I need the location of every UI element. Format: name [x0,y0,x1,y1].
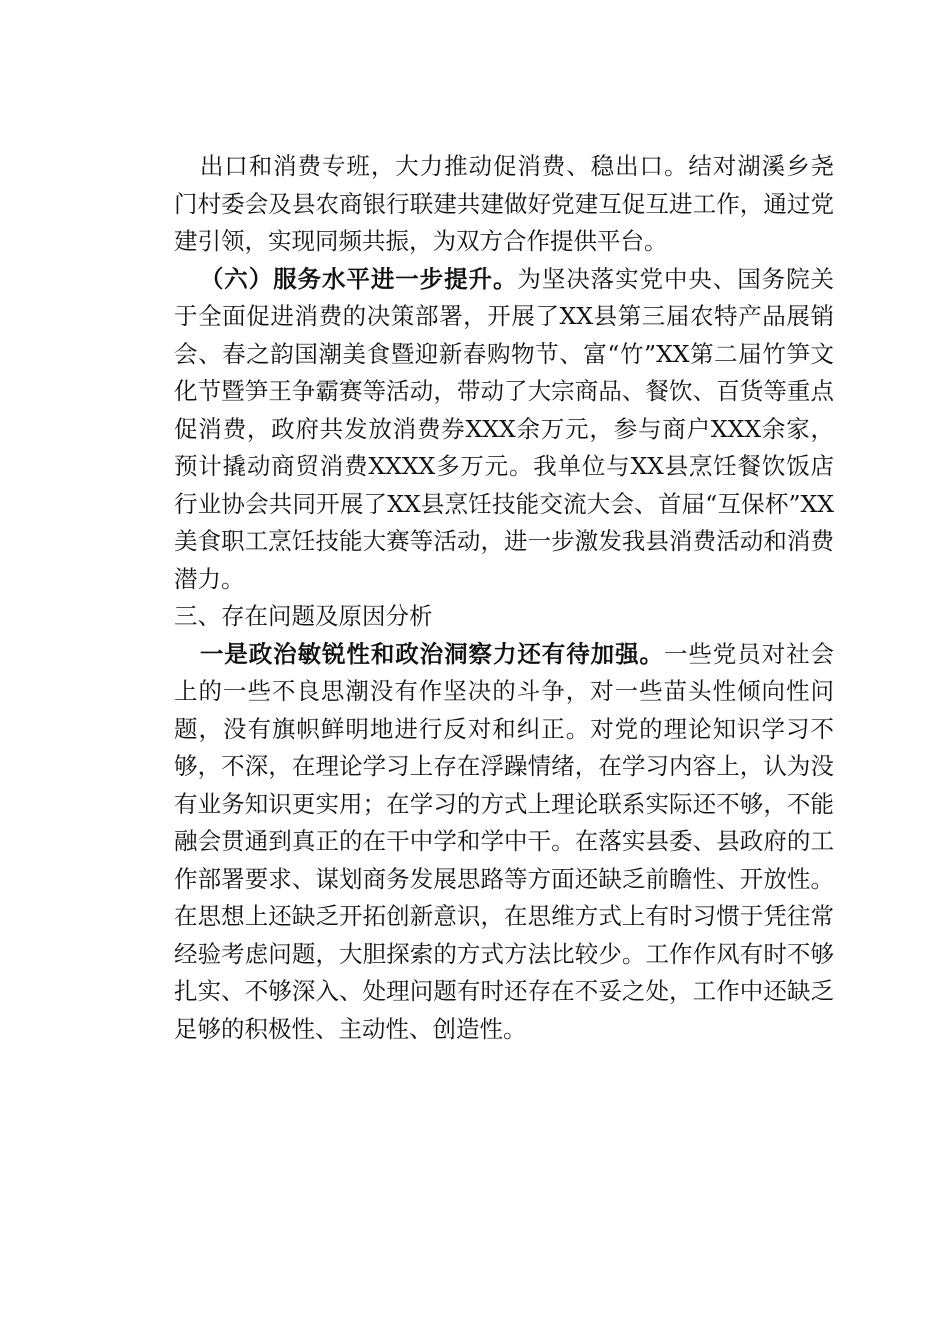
problem-1-paragraph [174,636,834,1049]
section-3-heading: 三、存在问题及原因分析 [174,602,433,630]
section-6-paragraph [174,261,834,599]
document-body [174,148,834,1048]
problem-1-title: 一是政治敏锐性和政治洞察力还有待加强。 [199,639,664,668]
section-6-body: 为坚决落实党中央、国务院关于全面促进消费的决策部署，开展了XX县第三届农特产品展销会、春之韵国潮美食暨迎新春购物节、富“竹”XX第二届竹笋文化节暨笋王争霸赛等活动，带动了大宗商品、餐饮、百货等重点促消费，政府共发放消费券XXX余万元，参与商户XXX余家，预计撬动商贸消费XXXX多万元。我单位与XX县烹饪餐饮饭店行业协会共同开展了XX县烹饪技能交流大会、首届“互保杯”XX美食职工烹饪技能大赛等活动，进一步激发我县消费活动和消费潜力。 [174,264,835,593]
problem-1-body: 一些党员对社会上的一些不良思潮没有作坚决的斗争，对一些苗头性倾向性问题，没有旗帜鲜明地进行反对和纠正。对党的理论知识学习不够，不深，在理论学习上存在浮躁情绪，在学习内容上，认为没有业务知识更实用；在学习的方式上理论联系实际还不够，不能融会贯通到真正的在干中学和学中干。在落实县委、县政府的工作部署要求、谋划商务发展思路等方面还缺乏前瞻性、开放性。在思想上还缺乏开拓创新意识，在思维方式上有时习惯于凭往常经验考虑问题，大胆探索的方式方法比较少。工作作风有时不够扎实、不够深入、处理问题有时还存在不妥之处，工作中还缺乏足够的积极性、主动性、创造性。 [174,639,835,1043]
section-6-title: （六）服务水平进一步提升。 [199,264,518,293]
continuation-paragraph: 出口和消费专班，大力推动促消费、稳出口。结对湖溪乡尧门村委会及县农商银行联建共建做好党建互促互进工作，通过党建引领，实现同频共振，为双方合作提供平台。 [174,152,834,255]
